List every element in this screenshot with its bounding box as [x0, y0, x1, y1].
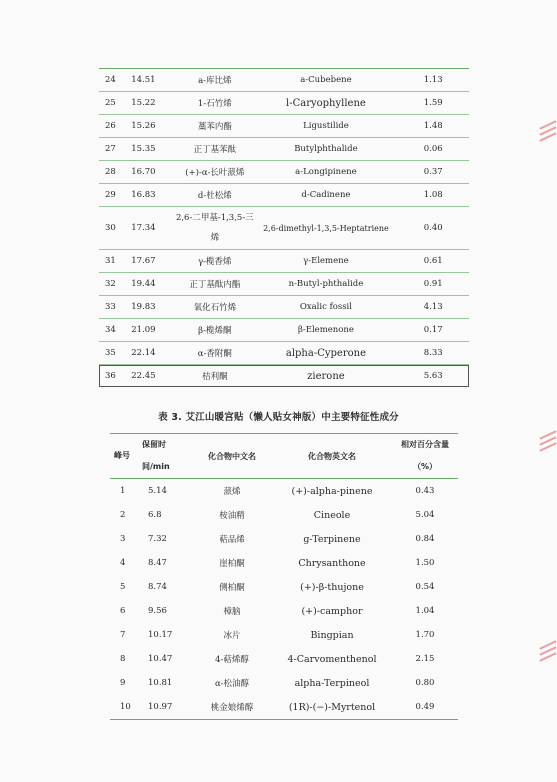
- chinese-name: γ-榄香烯: [198, 257, 232, 267]
- chinese-name: 藁苯内酯: [197, 122, 232, 132]
- chinese-name: 崖柏酮: [219, 559, 245, 569]
- relative-percentage: 0.61: [423, 256, 443, 266]
- retention-time: 9.56: [148, 606, 167, 616]
- table-row: [99, 250, 469, 273]
- retention-time: 10.17: [148, 630, 173, 640]
- chinese-name: 氧化石竹烯: [193, 303, 237, 313]
- retention-time: 22.14: [131, 348, 156, 358]
- chinese-name: 2,6-二甲基-1,3,5-三烯: [175, 213, 254, 243]
- red-seal-mark-bottom: [539, 640, 557, 662]
- english-name: Cineole: [313, 509, 351, 521]
- red-seal-mark-middle: [539, 430, 557, 452]
- relative-percentage: 1.70: [415, 630, 435, 640]
- english-name: Butylphthalide: [294, 144, 358, 154]
- peak-number: 28: [105, 167, 116, 177]
- table-row: [110, 575, 458, 599]
- relative-percentage: 0.17: [423, 325, 443, 335]
- english-name: a-Longipinene: [295, 167, 357, 177]
- header-relative-percentage: 相对百分含量（%）: [401, 440, 449, 471]
- retention-time: 15.22: [131, 98, 156, 108]
- retention-time: 22.45: [131, 371, 156, 381]
- relative-percentage: 0.06: [423, 144, 443, 154]
- english-name: Ligustilide: [303, 121, 349, 131]
- peak-number: 29: [105, 190, 116, 200]
- peak-number: 2: [120, 510, 126, 520]
- english-name: d-Cadinene: [301, 190, 351, 200]
- table-row: [110, 599, 458, 623]
- peak-number: 4: [120, 558, 126, 568]
- english-name: a-Cubebene: [300, 75, 352, 85]
- table-row: [99, 184, 469, 207]
- retention-time: 10.97: [148, 702, 173, 712]
- peak-number: 36: [105, 371, 116, 381]
- relative-percentage: 1.13: [423, 75, 443, 85]
- chinese-name: 桉油精: [219, 511, 245, 521]
- peak-number: 6: [120, 606, 126, 616]
- table-row: [99, 115, 469, 138]
- retention-time: 7.32: [148, 534, 167, 544]
- retention-time: 15.26: [131, 121, 156, 131]
- retention-time: 19.44: [131, 279, 156, 289]
- english-name: γ-Elemene: [303, 256, 349, 266]
- chinese-name: 樟脑: [223, 607, 241, 617]
- header-retention-time: 保留时间/min: [142, 440, 170, 471]
- table-header-row: [110, 434, 458, 479]
- retention-time: 19.83: [131, 302, 156, 312]
- retention-time: 6.8: [148, 510, 162, 520]
- relative-percentage: 1.48: [423, 121, 443, 131]
- peak-number: 24: [105, 75, 116, 85]
- chinese-name: a-库比烯: [198, 76, 232, 86]
- table-row: [99, 207, 469, 250]
- retention-time: 21.09: [131, 325, 156, 335]
- english-name: alpha-Cyperone: [285, 347, 366, 359]
- table-row: [99, 273, 469, 296]
- relative-percentage: 5.04: [415, 510, 435, 520]
- retention-time: 16.70: [131, 167, 156, 177]
- english-name: (1R)-(−)-Myrtenol: [288, 701, 376, 713]
- retention-time: 17.34: [131, 223, 156, 233]
- chinese-name: α-香附酮: [197, 349, 232, 359]
- header-peak-number: 峰号: [114, 451, 130, 460]
- retention-time: 8.47: [148, 558, 167, 568]
- english-name: 2,6-dimethyl-1,3,5-Heptatriene: [263, 223, 389, 233]
- table-row: [110, 623, 458, 647]
- retention-time: 15.35: [131, 144, 156, 154]
- peak-number: 8: [120, 654, 126, 664]
- chinese-name: 1-石竹烯: [197, 99, 232, 109]
- english-name: zierone: [307, 370, 345, 382]
- compound-table-continued: [99, 68, 469, 387]
- english-name: β-Elemenone: [297, 325, 354, 335]
- retention-time: 14.51: [131, 75, 156, 85]
- relative-percentage: 0.54: [415, 582, 435, 592]
- table-row: [99, 138, 469, 161]
- english-name: alpha-Terpineol: [294, 677, 370, 689]
- retention-time: 5.14: [148, 486, 167, 496]
- peak-number: 9: [120, 678, 126, 688]
- retention-time: 16.83: [131, 190, 156, 200]
- chinese-name: 正丁基苯酞: [193, 145, 237, 155]
- table-row: [99, 69, 469, 92]
- table-row: [110, 695, 458, 720]
- relative-percentage: 1.04: [415, 606, 435, 616]
- peak-number: 3: [120, 534, 126, 544]
- peak-number: 26: [105, 121, 116, 131]
- table-row: [99, 296, 469, 319]
- relative-percentage: 4.13: [423, 302, 443, 312]
- relative-percentage: 0.91: [423, 279, 443, 289]
- english-name: Oxalic fossil: [299, 302, 352, 312]
- relative-percentage: 8.33: [423, 348, 443, 358]
- peak-number: 33: [105, 302, 116, 312]
- chinese-name: 冰片: [223, 631, 241, 641]
- table-row: [110, 479, 458, 504]
- red-seal-mark-top: [539, 120, 557, 142]
- peak-number: 1: [120, 486, 126, 496]
- english-name: (+)-β-thujone: [300, 581, 364, 593]
- english-name: Bingpian: [310, 629, 354, 641]
- relative-percentage: 5.63: [423, 371, 443, 381]
- relative-percentage: 1.50: [415, 558, 435, 568]
- chinese-name: d-杜松烯: [197, 191, 232, 201]
- english-name: 4-Carvomenthenol: [287, 653, 377, 665]
- peak-number: 35: [105, 348, 116, 358]
- chinese-name: 4-萜烯醇: [215, 655, 249, 665]
- relative-percentage: 1.59: [423, 98, 443, 108]
- english-name: g-Terpinene: [303, 533, 361, 545]
- english-name: n-Butyl-phthalide: [288, 279, 364, 289]
- table-row: [110, 551, 458, 575]
- table-row: [99, 161, 469, 184]
- relative-percentage: 0.80: [415, 678, 435, 688]
- table-row: [110, 527, 458, 551]
- retention-time: 8.74: [148, 582, 167, 592]
- relative-percentage: 2.15: [415, 654, 435, 664]
- relative-percentage: 0.84: [415, 534, 435, 544]
- chinese-name: 桔利酮: [202, 372, 228, 382]
- retention-time: 10.81: [148, 678, 173, 688]
- peak-number: 32: [105, 279, 116, 289]
- header-chinese-name: 化合物中文名: [208, 451, 256, 461]
- chinese-name: 萜品烯: [219, 535, 245, 545]
- chinese-name: β-榄烯酮: [198, 326, 232, 336]
- peak-number: 25: [105, 98, 116, 108]
- chinese-name: (+)-α-长叶蒎烯: [185, 168, 245, 178]
- peak-number: 10: [120, 702, 131, 712]
- chinese-name: 蒎烯: [223, 487, 241, 497]
- chinese-name: 侧柏酮: [219, 583, 245, 593]
- relative-percentage: 0.49: [415, 702, 435, 712]
- english-name: l-Caryophyllene: [286, 97, 366, 109]
- peak-number: 5: [120, 582, 126, 592]
- table-row: [110, 671, 458, 695]
- table-row: [110, 647, 458, 671]
- header-english-name: 化合物英文名: [308, 451, 356, 461]
- english-name: (+)-camphor: [301, 605, 363, 617]
- peak-number: 30: [105, 223, 116, 233]
- chinese-name: α-松油醇: [214, 679, 250, 689]
- peak-number: 27: [105, 144, 116, 154]
- chinese-name: 桃金娘烯醇: [210, 703, 254, 713]
- peak-number: 31: [105, 256, 116, 266]
- english-name: (+)-alpha-pinene: [291, 485, 373, 497]
- relative-percentage: 0.40: [423, 223, 443, 233]
- table-caption: 表 3. 艾江山暖宫贴（懒人贴女神版）中主要特征性成分: [158, 412, 399, 423]
- english-name: Chrysanthone: [298, 557, 366, 569]
- retention-time: 17.67: [131, 256, 156, 266]
- table-row: [99, 92, 469, 115]
- relative-percentage: 0.43: [415, 486, 435, 496]
- table-row: [99, 342, 469, 365]
- table-row: [99, 319, 469, 342]
- table-row-highlighted: [99, 365, 469, 388]
- retention-time: 10.47: [148, 654, 173, 664]
- table-row: [110, 503, 458, 527]
- peak-number: 34: [105, 325, 116, 335]
- chinese-name: 正丁基酞内酯: [189, 280, 241, 290]
- relative-percentage: 1.08: [423, 190, 443, 200]
- characteristic-components-table: [110, 433, 458, 720]
- peak-number: 7: [120, 630, 126, 640]
- relative-percentage: 0.37: [423, 167, 443, 177]
